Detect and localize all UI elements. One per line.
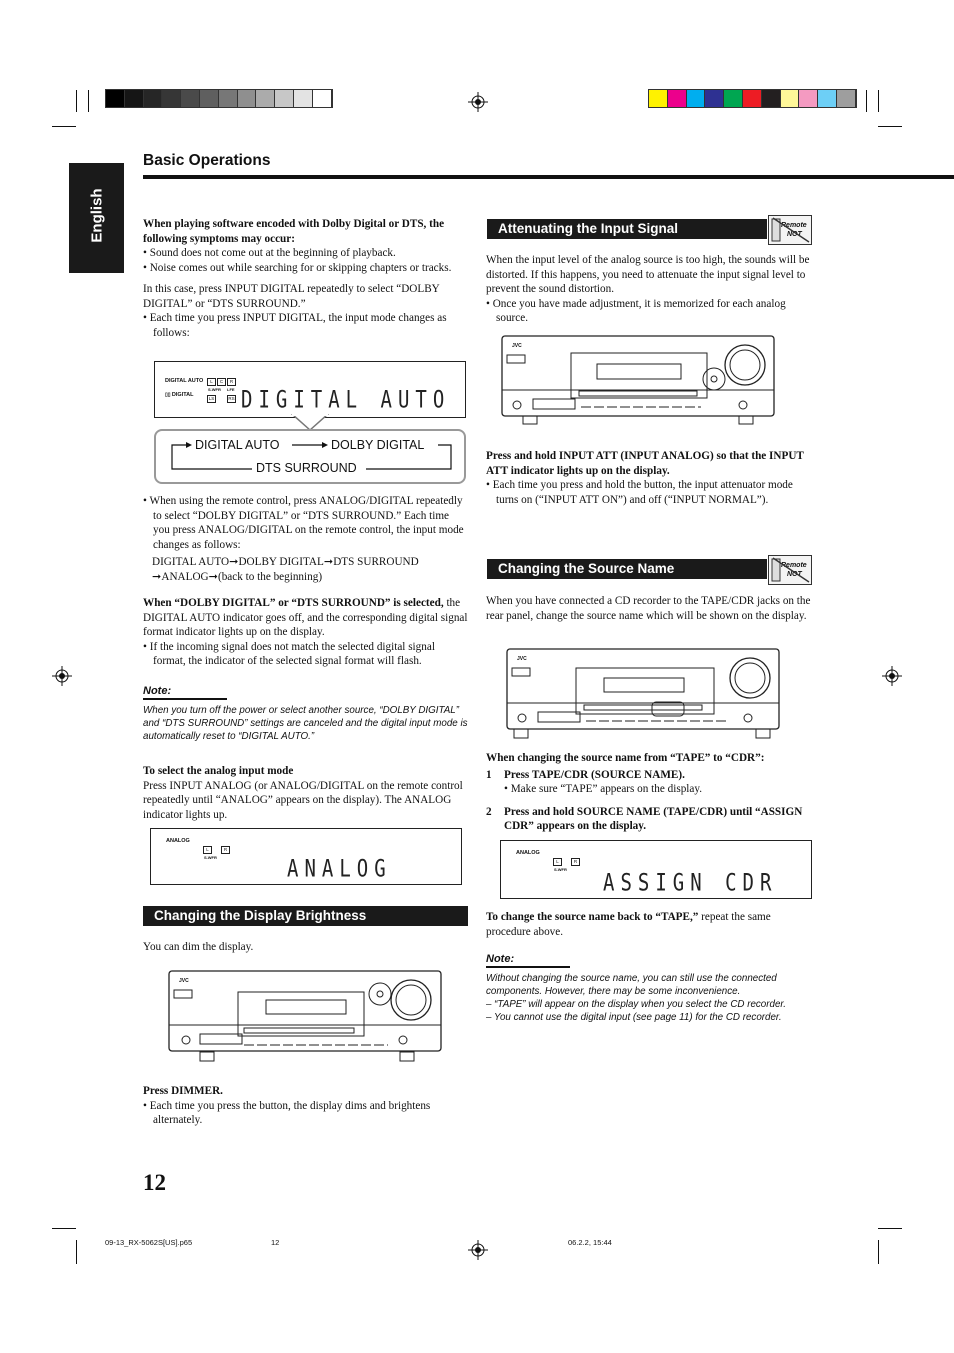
crop-mark — [878, 1228, 902, 1229]
color-swatch — [294, 90, 313, 107]
note-heading: Note: — [143, 685, 172, 697]
display-readout: ANALOG — [287, 855, 392, 883]
channel-swfr: S.WFR — [208, 387, 221, 392]
input-mode-cycle — [154, 429, 466, 484]
color-swatch — [649, 90, 668, 107]
channel-r: R — [227, 378, 236, 386]
color-swatch — [762, 90, 781, 107]
receiver-illustration — [168, 970, 442, 1062]
dimmer-instruction: Press DIMMER. — [143, 1085, 223, 1097]
color-swatch — [200, 90, 219, 107]
note-text: Without changing the source name, you can still use the connected components. However, there may be some inconvenience. — [486, 972, 777, 997]
color-swatch — [162, 90, 181, 107]
channel-l: L — [203, 846, 212, 854]
registration-mark-icon — [52, 666, 72, 686]
language-tab — [69, 163, 124, 273]
att-text: When the input level of the analog source is too high, the sounds will be distorted. If this happens, you need to attenuate the input signal level to prevent the sound distortion. — [486, 254, 810, 295]
color-swatch — [837, 90, 856, 107]
language-tab-label: English — [88, 188, 106, 243]
source-text: When you have connected a CD recorder to the TAPE/CDR jacks on the rear panel, change the source name which will be shown on the display. — [486, 595, 811, 622]
note-item: – You cannot use the digital input (see page 11) for the CD recorder. — [486, 1011, 782, 1023]
remote-not-badge — [768, 215, 812, 245]
channel-c: C — [217, 378, 226, 386]
indicator-analog: ANALOG — [516, 850, 540, 856]
list-item: • When using the remote control, press ANALOG/DIGITAL repeatedly to select “DOLBY DIGITAL” or “DTS SURROUND.” Each time you press ANALOG/DIGITAL on the remote control, the input mode changes as follows: — [143, 495, 464, 551]
prohibited-slash-icon — [769, 216, 811, 244]
list-item: • Noise comes out while searching for or skipping chapters or tracks. — [143, 261, 452, 274]
display-digital-auto — [154, 361, 466, 418]
color-swatch — [219, 90, 238, 107]
selected-paragraph: When “DOLBY DIGITAL” or “DTS SURROUND” is selected, the DIGITAL AUTO indicator goes off, and the corresponding digital signal format indicator lights up on the display. — [143, 597, 468, 638]
footer-timestamp: 06.2.2, 15:44 — [568, 1238, 612, 1247]
page-number: 12 — [143, 1170, 166, 1195]
list-item: • If the incoming signal does not match the selected digital signal format, the indicator of the selected signal format will flash. — [143, 640, 435, 667]
color-swatch — [181, 90, 200, 107]
dolby-icon: ▯▯ — [165, 392, 172, 398]
brand-logo: JVC — [512, 343, 522, 349]
channel-rs: RS — [228, 396, 235, 401]
color-swatch — [125, 90, 144, 107]
color-swatch — [724, 90, 743, 107]
brightness-text: You can dim the display. — [143, 941, 254, 953]
crop-mark — [878, 126, 902, 127]
cycle-dts-surround: DTS SURROUND — [256, 461, 357, 475]
list-item: • Each time you press the button, the display dims and brightens alternately. — [143, 1099, 431, 1126]
section-title: Basic Operations — [143, 152, 271, 169]
channel-r: R — [571, 858, 580, 866]
color-swatch — [313, 90, 332, 107]
att-press-instruction: Press and hold INPUT ATT (INPUT ANALOG) so that the INPUT ATT indicator lights up on the display. — [486, 450, 804, 477]
footer-page-ref: 12 — [271, 1238, 280, 1247]
prohibited-slash-icon — [769, 556, 811, 584]
analog-text: Press INPUT ANALOG (or ANALOG/DIGITAL on the remote control repeatedly until “ANALOG” appears on the display). The ANALOG indicator lights up. — [143, 779, 463, 821]
indicator-digital: ▯▯ DIGITAL — [165, 392, 194, 398]
channel-r: R — [221, 846, 230, 854]
remote-badge-text: NOT — [787, 571, 802, 578]
color-swatch — [238, 90, 257, 107]
crop-mark — [52, 126, 76, 127]
remote-badge-text: Remote — [781, 222, 807, 229]
registration-mark-icon — [882, 666, 902, 686]
crop-mark — [88, 90, 89, 112]
channel-l: L — [553, 858, 562, 866]
color-calibration-bar — [648, 89, 857, 108]
cycle-arrows — [156, 431, 464, 482]
channel-lfe: LFE — [227, 387, 235, 392]
display-readout: ASSIGN CDR — [603, 869, 778, 897]
remote-sequence: DIGITAL AUTO➞DOLBY DIGITAL➞DTS SURROUND — [152, 556, 419, 568]
note-text: When you turn off the power or select another source, “DOLBY DIGITAL” and “DTS SURROUND” settings are canceled and the digital input mode is automatically reset to “DIGITAL AUTO.” — [143, 704, 468, 742]
crop-mark — [76, 90, 77, 112]
registration-mark-icon — [468, 1240, 488, 1260]
crop-mark — [52, 1228, 76, 1229]
indicator-analog: ANALOG — [166, 838, 190, 844]
section-header-attenuate: Attenuating the Input Signal — [487, 219, 767, 239]
crop-mark — [866, 90, 867, 112]
color-swatch — [799, 90, 818, 107]
cycle-dolby-digital: DOLBY DIGITAL — [331, 438, 425, 452]
channel-ls: LS — [208, 396, 215, 401]
crop-mark — [76, 1240, 77, 1264]
note-heading: Note: — [486, 953, 515, 965]
crop-mark — [878, 1240, 879, 1264]
change-heading: When changing the source name from “TAPE” to “CDR”: — [486, 752, 765, 764]
registration-mark-icon — [468, 92, 488, 112]
color-swatch — [275, 90, 294, 107]
brand-logo: JVC — [179, 978, 189, 984]
note-item: – “TAPE” will appear on the display when you select the CD recorder. — [486, 998, 787, 1010]
color-swatch — [106, 90, 125, 107]
channel-swfr: S.WFR — [554, 867, 567, 872]
intro-bold: When playing software encoded with Dolby Digital or DTS, the following symptoms may occur: — [143, 218, 445, 245]
color-swatch — [687, 90, 706, 107]
section-header-brightness: Changing the Display Brightness — [143, 906, 468, 926]
receiver-diagram — [501, 335, 777, 425]
color-swatch — [144, 90, 163, 107]
analog-heading: To select the analog input mode — [143, 765, 294, 777]
crop-mark — [878, 90, 879, 112]
grayscale-color-bar — [105, 89, 333, 108]
note-rule — [486, 966, 570, 968]
color-swatch — [668, 90, 687, 107]
color-swatch — [256, 90, 275, 107]
list-item: • Each time you press INPUT DIGITAL, the input mode changes as follows: — [143, 312, 447, 339]
display-analog — [150, 828, 462, 885]
receiver-diagram — [168, 970, 442, 1062]
brand-logo: JVC — [517, 656, 527, 662]
case-text: In this case, press INPUT DIGITAL repeatedly to select “DOLBY DIGITAL” or “DTS SURROUND.” — [143, 283, 440, 310]
header-rule — [143, 175, 954, 179]
list-item: • Once you have made adjustment, it is memorized for each analog source. — [486, 297, 786, 324]
cycle-digital-auto: DIGITAL AUTO — [195, 438, 280, 452]
remote-badge-text: Remote — [781, 562, 807, 569]
step-2: 2 Press and hold SOURCE NAME (TAPE/CDR) until “ASSIGN CDR” appears on the display. — [486, 805, 803, 832]
color-swatch — [743, 90, 762, 107]
step-1: 1 Press TAPE/CDR (SOURCE NAME). — [486, 768, 685, 781]
color-swatch — [818, 90, 837, 107]
receiver-illustration — [501, 335, 777, 425]
color-swatch — [781, 90, 800, 107]
receiver-illustration — [506, 648, 782, 740]
list-item: • Each time you press and hold the button, the input attenuator mode turns on (“INPUT ATT ON”) and off (“INPUT NORMAL”). — [486, 479, 793, 506]
channel-l: L — [207, 378, 216, 386]
indicator-digital-auto: DIGITAL AUTO — [165, 378, 204, 384]
remote-sequence: ➞ANALOG➞(back to the beginning) — [152, 570, 323, 583]
remote-badge-text: NOT — [787, 231, 802, 238]
channel-swfr: S.WFR — [204, 855, 217, 860]
display-readout: DIGITAL AUTO — [241, 386, 451, 414]
section-header-source-name: Changing the Source Name — [487, 559, 767, 579]
back-text: To change the source name back to “TAPE,” repeat the same procedure above. — [486, 911, 771, 938]
note-rule — [143, 698, 227, 700]
remote-not-badge — [768, 555, 812, 585]
display-assign-cdr — [500, 840, 812, 899]
list-item: • Make sure “TAPE” appears on the display. — [504, 783, 703, 795]
color-swatch — [705, 90, 724, 107]
list-item: • Sound does not come out at the beginning of playback. — [143, 247, 396, 259]
receiver-diagram — [506, 648, 782, 740]
footer-file: 09-13_RX-5062S[US].p65 — [105, 1238, 193, 1247]
